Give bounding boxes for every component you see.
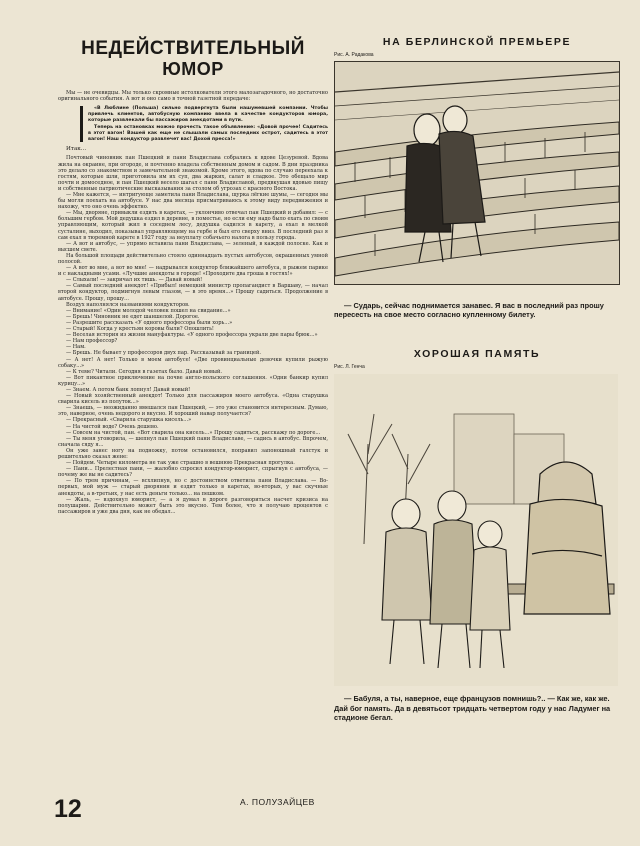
article-intro: Мы — не очевидцы. Мы только скромные истолкователи этого малозагадочного, но достаточно оригинального события. А вот и оно само в точной газетной передаче: xyxy=(58,90,328,103)
article-paragraph: — А вот и автобус, — упрямо вставила пани Владислава, — зеленый, в каждой полоске. Как и высшем свете. xyxy=(58,240,328,253)
cartoons-column xyxy=(334,36,620,722)
article-author: А. ПОЛУЗАЙЦЕВ xyxy=(240,797,315,807)
article-paragraph: — Ты меня уговорила, — шепнул пан Пшецкий пани Владиславе, — садись в автобус. Впрочем, сначала сяду я... xyxy=(58,435,328,448)
page-number: 12 xyxy=(54,795,82,823)
article-paragraph: — Вот пикантное приключение на почве англо-польского соглашения. «Одни банкир купил курицу...» xyxy=(58,374,328,387)
title-line-2: ЮМОР xyxy=(162,59,224,79)
article-paragraph: — Пани... Прелестная пани, — жалобно спросил кондуктор-юморист, спрыгнув с автобуса, — почему же вы не садитесь? xyxy=(58,466,328,479)
article-paragraph: Почтовый чиновник пан Пшецкий и пани Владислава собрались к вдове Цезуревой. Вдова жила на окраине, при огороде, и почтенно владела собственным домом и садом. В дни праздника это делало со знакомством и замечательной знакомой. Кроме этого, вдова по случаю переехала к гостям, которые шли, приготовила им их суп, два жарких, салат и сладкое. Это обещало мир почти и домоседное, и пан Пшецкий весело шагал с пани Владиславой, предвкушая вдовью пищу и собственные патриотические высказывания за столом об угрозах с красного Востока. xyxy=(58,155,328,192)
itak-line: Итак... xyxy=(66,146,87,153)
article-paragraph: — Знаешь, — неожиданно вмешался пан Пшецкий, — это уже становится интересным. Думаю, это, наверное, очень недорого и вкусно. И хороший навар получается? xyxy=(58,405,328,418)
cartoon1-credit: Рис. А. Радакова xyxy=(334,52,374,58)
article-paragraph: — Брешь! Чиновник не едет шаншелой. Дорогое. xyxy=(66,313,200,320)
article-paragraph: — Мы, дворяне, привыкли ездить в каретах, — уклончиво отвечал пан Пшецкий и добавил: — с большим гербом. Мой дедушка ездил в деревне, в поместье, но если ему надо было ехать по своим управляющим, который жил в соседнем лесу, дедушка садился в карету, а ехал в мелкой сусталине, выходил, показывал управляющему на гербе и был его сверху вниз. В последний раз я сам ехал в тюремной карете в 1927 году за неуплату собачьего налога в пользу города. xyxy=(58,210,328,241)
article-paragraph: — Старый! Когда у крестьян коровы были? Опошлить! xyxy=(66,326,214,333)
article-title xyxy=(58,38,328,80)
newspaper-quote xyxy=(80,106,328,142)
article-paragraph: — Совсем на чистой, пан. «Вот сварила она кисель...» Прошу садиться, расскажу по дороге... xyxy=(66,429,321,436)
article-column xyxy=(58,38,328,515)
article-paragraph: — Внимание! «Один молодой человек пошел на свидание...» xyxy=(66,307,231,314)
article-paragraph: — Новый хозяйственный анекдот! Только для пассажиров моего автобуса. «Одна старушка сварила кисель из полуток...» xyxy=(58,393,328,406)
quote-paragraph: «В Люблине (Польша) сильно подвергнута были нашумевшей компании. Чтобы привлечь клиентов, автобусную компанию ввела в качестве кондукторов юмора, которые развлекали бы пассажиров анекдотами в пути. xyxy=(88,106,328,123)
article-paragraph: — Самый последний анекдот! «Прибыл! немецкий министр пропагандист в Варшаву, — начал второй кондуктор, подмигнув левым глазом, — в это время...» Прошу садиться. Продолжение в автобусе. Прошу, прошу... xyxy=(58,283,328,302)
article-paragraph: — Пойдем. Четыре километра не так уже страшно в вешнюю Прекрасная прогулка. xyxy=(66,460,295,467)
article-paragraph: — Веселая история из жизни мануфактуры. «У одного профессора украли две пары брюк...» xyxy=(66,332,318,339)
article-body xyxy=(58,155,328,515)
article-paragraph: — Брешь. Не бывает у профессоров двух пар. Рассказывай за границей. xyxy=(66,350,262,357)
cartoon2-title: ХОРОШАЯ ПАМЯТЬ xyxy=(413,348,541,361)
cartoon2-credit: Рис. Л. Генча xyxy=(334,364,365,371)
article-paragraph: — А вот во мне, а вот во мне! — надрывался кондуктор ближайшего автобуса, в рыжем парике и с накладными усами. «Лучшие анекдоты в городе! «Проходите два гроша в гостях!» xyxy=(58,265,328,278)
quote-paragraph: Теперь на остановках можно прочесть такое объявление: «Довой прочее! Садитесь в этот вагон! Вашей как еще не слышали самых последних острот, садитесь в этот вагон! Наш кондуктор развлечет вас! Дохой пресса!» xyxy=(88,125,328,142)
article-paragraph: Он уже занес ногу на подножку, потом остановился, поправил запоношный галстук и решительно сказал жене: xyxy=(58,447,328,460)
article-paragraph: — По трем причинам, — всхлипнув, но с достоинством ответила пани Владислава. — Во-первых, мой муж — старый дворянин и ездит только в каретах, во-вторых, у вас скучные анекдоты, а в-третьих, у нас есть деньги только... на пешком. xyxy=(58,478,328,497)
article-paragraph: На большой площади действительно стояло одиннадцать пустых автобусов, окрашенных умной полосой. xyxy=(58,252,328,265)
article-paragraph: — Прекрасный. «Сварила старушка кисель...» xyxy=(66,417,192,424)
article-paragraph: — К теме? Читали. Сегодня в газетах было. Давай новый. xyxy=(66,368,222,375)
cartoon1-theatre-illustration xyxy=(334,61,620,285)
article-paragraph: — Нам профессор? xyxy=(66,338,118,345)
cartoon1-caption: — Сударь, сейчас поднимается занавес. Я вас в последний раз прошу пересесть на свое место согласно купленному билету. xyxy=(334,301,604,320)
cartoon1-title: НА БЕРЛИНСКОЙ ПРЕМЬЕРЕ xyxy=(382,36,572,48)
article-paragraph: — На чистой воде? Очень дешево. xyxy=(66,423,159,430)
article-paragraph: — Жаль, — вздохнул юморист, — а я думал в дороге разговориться насчет кризиса на полушарии. Действительно может быть это вкусно. Тем более, что я получаю процентов с пассажиров и уже два дня, как не обедал... xyxy=(58,496,328,515)
cartoon2-caption: — Бабуля, а ты, наверное, еще французов помнишь?.. — Как же, как же. Дай бог память. Да в девятьсот тридцать четвертом году у нас Ладумег на стадионе бегал. xyxy=(334,694,611,722)
article-paragraph: — Нам. xyxy=(66,344,86,351)
article-paragraph: — Мне кажется, — интригующе заметила пани Владислава, щурка лёгкие шумы, — сегодня мы бы могли поехать на автобусе. У нас два месяца присматриваюсь к этому виду передвижения и нахожу, что оно очень эффектно. xyxy=(58,191,328,211)
article-paragraph: — Слыхали! — закричал их тишь. — Давай новый! xyxy=(66,277,203,284)
article-paragraph: — Разрешите рассказать «У одного профессора были хорь...» xyxy=(66,319,233,326)
title-line-1: НЕДЕЙСТВИТЕЛЬНЫЙ xyxy=(81,38,305,59)
cartoon2-park-illustration xyxy=(334,374,618,686)
article-paragraph: — Знаем. А потом банк лопнул! Давай новый! xyxy=(66,386,191,393)
article-paragraph: — А нет! А нет! Только в моем автобусе! «Две провинциальные девочки купили рыжую собаку...» xyxy=(58,356,328,369)
article-paragraph: Воздух наполнялся названиями кондукторов. xyxy=(66,301,190,308)
